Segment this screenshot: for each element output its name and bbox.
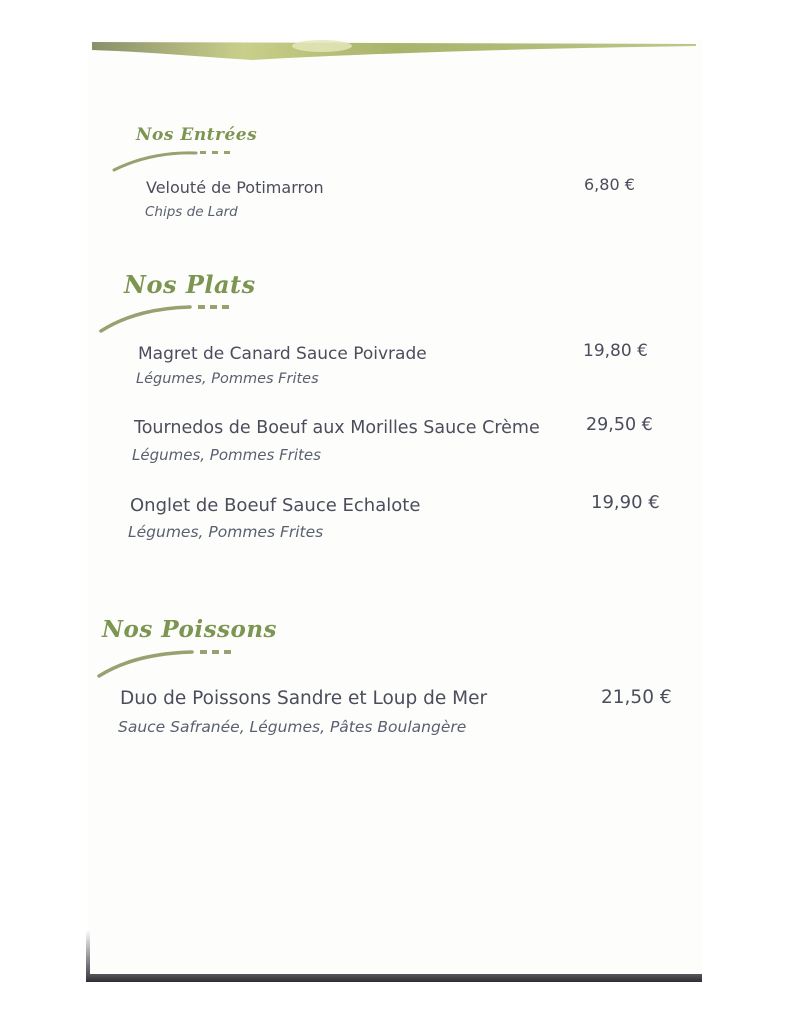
price-tournedos: 29,50 € <box>586 415 653 435</box>
section-title-entrees: Nos Entrées <box>136 125 258 145</box>
dish-desc-veloute: Chips de Lard <box>145 204 238 220</box>
sheet-left-edge <box>86 930 90 980</box>
dish-desc-duo-poissons: Sauce Safranée, Légumes, Pâtes Boulangère <box>118 718 467 736</box>
dish-desc-magret: Légumes, Pommes Frites <box>136 371 319 387</box>
dish-name-tournedos: Tournedos de Boeuf aux Morilles Sauce Crème <box>134 418 540 438</box>
dish-desc-tournedos: Légumes, Pommes Frites <box>132 446 321 464</box>
top-decorative-banner <box>92 40 696 62</box>
price-duo-poissons: 21,50 € <box>601 687 672 708</box>
price-onglet: 19,90 € <box>591 492 660 513</box>
dish-name-magret: Magret de Canard Sauce Poivrade <box>138 344 427 364</box>
dish-name-duo-poissons: Duo de Poissons Sandre et Loup de Mer <box>120 688 488 709</box>
section-title-plats: Nos Plats <box>124 270 256 299</box>
price-veloute: 6,80 € <box>584 175 635 194</box>
section-swoosh-plats <box>98 300 238 334</box>
dish-desc-onglet: Légumes, Pommes Frites <box>128 523 324 541</box>
sheet-bottom-edge <box>86 974 702 982</box>
dish-name-veloute: Velouté de Potimarron <box>146 178 324 197</box>
price-magret: 19,80 € <box>583 341 648 361</box>
dish-name-onglet: Onglet de Boeuf Sauce Echalote <box>130 495 421 516</box>
section-swoosh-poissons <box>96 645 240 679</box>
section-title-poissons: Nos Poissons <box>102 616 277 643</box>
section-swoosh-entrees <box>112 148 242 172</box>
